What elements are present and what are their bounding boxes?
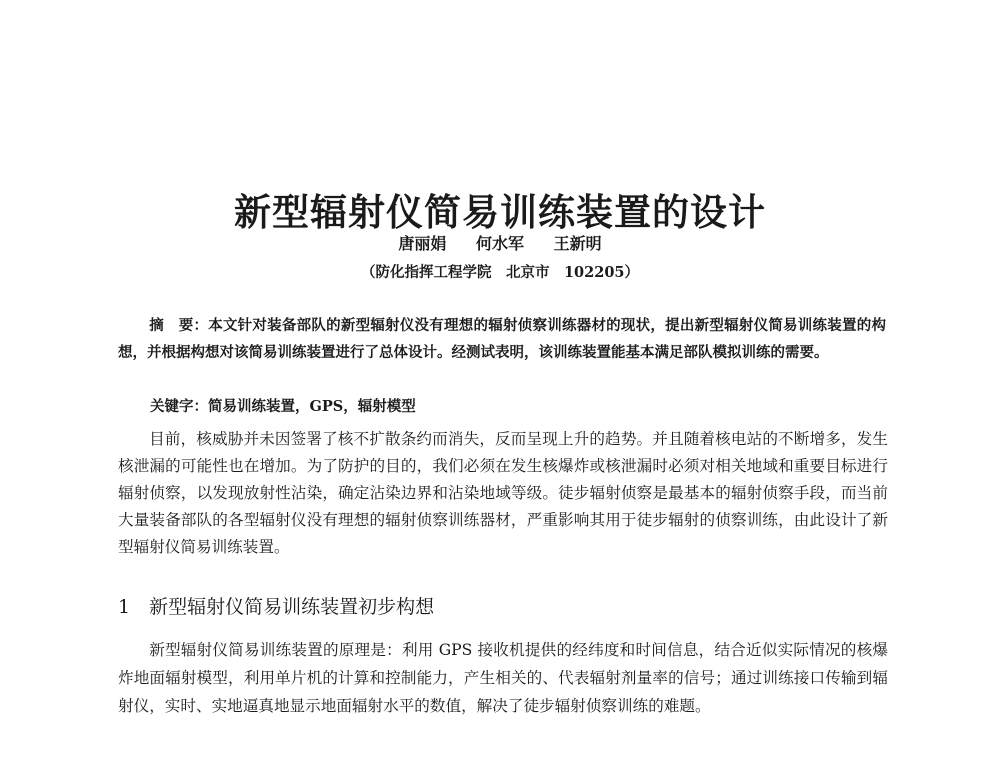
abstract-label: 摘 要： xyxy=(149,317,209,334)
section-heading: 1 新型辐射仪简易训练装置初步构想 xyxy=(118,596,435,618)
section-paragraph-text: 新型辐射仪简易训练装置的原理是：利用 GPS 接收机提供的经纬度和时间信息，结合近似实际情况的核爆炸地面辐射模型，利用单片机的计算和控制能力，产生相关的、代表辐射剂量率的信号；通过训练接口传输到辐射仪，实时、实地逼真地显示地面辐射水平的数值，解决了徒步辐射侦察训练的难题。 xyxy=(118,641,888,715)
author-name: 何水军 xyxy=(475,234,524,253)
keywords xyxy=(150,395,416,416)
keywords-text: 简易训练装置，GPS，辐射模型 xyxy=(208,398,416,415)
section-paragraph xyxy=(118,636,888,720)
paper-title: 新型辐射仪简易训练装置的设计 xyxy=(234,190,766,234)
author-name: 唐丽娟 xyxy=(398,234,447,253)
keywords-label: 关键字： xyxy=(150,398,208,415)
abstract-text: 本文针对装备部队的新型辐射仪没有理想的辐射侦察训练器材的现状，提出新型辐射仪简易训练装置的构想，并根据构想对该简易训练装置进行了总体设计。经测试表明，该训练装置能基本满足部队模拟训练的需要。 xyxy=(118,317,886,361)
abstract xyxy=(118,312,886,366)
affiliation: （防化指挥工程学院 北京市 102205） xyxy=(360,264,640,281)
author-list xyxy=(0,231,1000,254)
intro-paragraph xyxy=(118,426,888,561)
intro-paragraph-text: 目前，核威胁并未因签署了核不扩散条约而消失，反而呈现上升的趋势。并且随着核电站的不断增多，发生核泄漏的可能性也在增加。为了防护的目的，我们必须在发生核爆炸或核泄漏时必须对相关地域和重要目标进行辐射侦察，以发现放射性沾染，确定沾染边界和沾染地域等级。徒步辐射侦察是最基本的辐射侦察手段，而当前大量装备部队的各型辐射仪没有理想的辐射侦察训练器材，严重影响其用于徒步辐射的侦察训练，由此设计了新型辐射仪简易训练装置。 xyxy=(118,430,888,556)
author-name: 王新明 xyxy=(553,234,602,253)
